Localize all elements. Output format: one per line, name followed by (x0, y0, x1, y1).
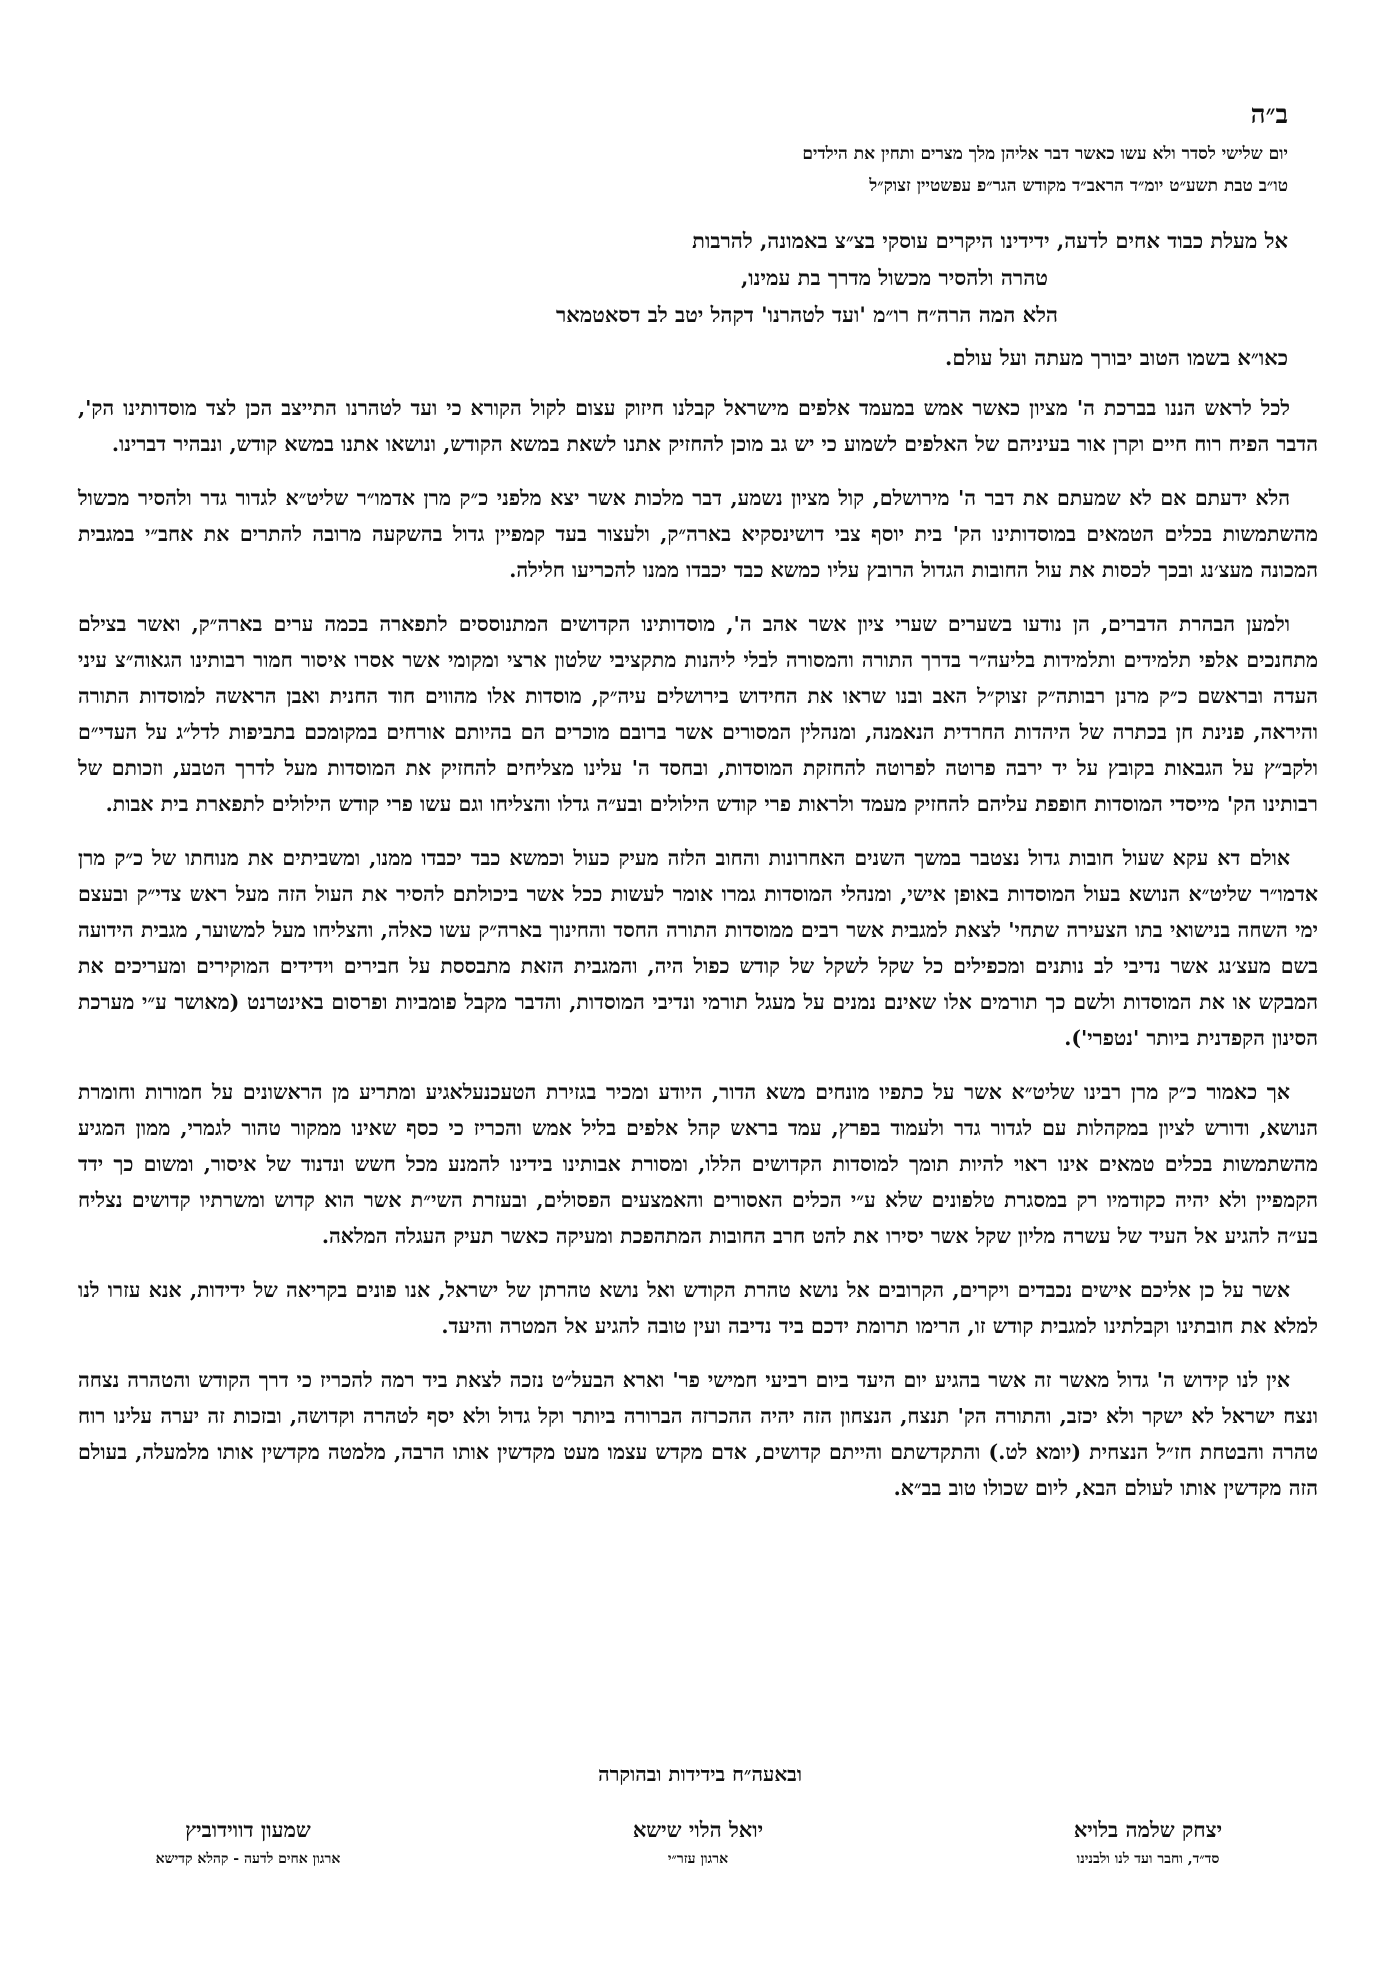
greeting: כאו״א בשמו הטוב יבורך מעתה ועל עולם. (945, 345, 1288, 370)
body-paragraph: ולמען הבהרת הדברים, הן נודעו בשערים שערי ציון אשר אהב ה', מוסדותינו הקדושים המתנוססים לתפארה בכמה ערים בארה״ק, ואשר בצילם מתחנכים אלפי תלמידים ותלמידות בליעה״ר בדרך התורה והמסורה לבלי ליהנות מתקציבי שלטון ארצי ומקומי אשר אסרו איסור חמור רבותינו הגאוה״צ עיני העדה ובראשם כ״ק מרנן רבותה״ק זצוק״ל האב ובנו שראו את החידוש בירושלים עיה״ק, מוסדות אלו מהווים חוד החנית ואבן הראשה למוסדות התורה והיראה, פנינת חן בכתרה של היהדות החרדית הנאמנה, ומנהלין המסורים אשר ברובם מוכרים הם בהיותם אורחים במקומכם בתביפות לדל״ג על העדי״ם ולקב״ץ על הגבאות בקובץ על יד ירבה פרוטה לפרוטה להחזקת המוסדות, ובחסד ה' עלינו מצליחים להחזיק את המוסדות מעל לדרך הטבע, וזכותם של רבותינו הק' מייסדי המוסדות חופפת עליהם להחזיק מעמד ולראות פרי קודש הילולים ובע״ה גדלו והצליחו וגם עשו פרי קודש הילולים לתפארת בית אבות. (78, 612, 1318, 816)
address-line-1: אל מעלת כבוד אחים לדעה, ידידינו היקרים עוסקי בצ״צ באמונה, להרבות (692, 228, 1288, 253)
signature-block (78, 1812, 418, 1870)
address-line-2: טהרה ולהסיר מכשול מדרך בת עמינו, (741, 265, 1048, 290)
bh-heading: ב״ה (1250, 100, 1288, 130)
signer-name: שמעון דווידוביץ (185, 1817, 311, 1842)
body-paragraph: הלא ידעתם אם לא שמעתם את דבר ה' מירושלם, קול מציון נשמע, דבר מלכות אשר יצא מלפני כ״ק מרן אדמו״ר שליט״א לגדור גדר ולהסיר מכשול מהשתמשות בכלים הטמאים במוסדותינו הק' בית יוסף צבי דושינסקיא בארה״ק, ולעצור בעד קמפיין גדול בהשקעה מרובה להתרים את אחב״י במגבית המכונה מעצ׳נג ובכך לכסות את עול החובות הגדול הרובץ עליו כמשא כבד יכבדו ממנו להכריעו חלילה. (78, 486, 1318, 582)
body-paragraph: אין לנו קידוש ה' גדול מאשר זה אשר בהגיע יום היעד ביום רביעי חמישי פר' וארא הבעל״ט נזכה לצאת ביד רמה להכריז כי דרך הקודש והטהרה נצחה ונצח ישראל לא ישקר ולא יכזב, והתורה הק' תנצח, הנצחון הזה יהיה ההכרזה הברורה ביותר וקל גדול ולא יסף לטהרה וקדושה, ובזכות זה יערה עלינו רוח טהרה והבטחת חז״ל הנצחית (יומא לט.) והתקדשתם והייתם קדושים, אדם מקדש עצמו מעט מקדשין אותו הרבה, מלמטה מקדשין אותו מלמעלה, בעולם הזה מקדשין אותו לעולם הבא, ליום שכולו טוב בב״א. (78, 1368, 1318, 1500)
signer-role: ארגון עזר״י (667, 1851, 729, 1867)
address-block (288, 222, 1288, 333)
signer-role: ארגון אחים לדעה - קהלא קדישא (155, 1851, 341, 1867)
signature-block (528, 1812, 868, 1870)
signature-block (978, 1812, 1318, 1870)
signer-name: יואל הלוי שישא (632, 1817, 764, 1842)
body-paragraph: לכל לראש הננו בברכת ה' מציון כאשר אמש במעמד אלפים מישראל קבלנו חיזוק עצום לקול הקורא כי ועד לטהרנו התייצב הכן לצד מוסדותינו הק', הדבר הפיח רוח חיים וקרן אור בעיניהם של האלפים לשמוע כי יש גב מוכן להחזיק אתנו לשאת במשא הקודש, ונושאו אתנו במשא קודש, ונבהיר דברינו. (78, 396, 1318, 456)
dateline-line-1: יום שלישי לסדר ולא עשו כאשר דבר אליהן מלך מצרים ותחין את הילדים (802, 144, 1288, 164)
body-paragraph: אך כאמור כ״ק מרן רבינו שליט״א אשר על כתפיו מונחים משא הדור, היודע ומכיר בגזירת הטעכנעלאגיע ומתריע מן הראשונים על חמורות וחומרת הנושא, ודורש לציון במקהלות עם לגדור גדר ולעמוד בפרץ, עמד בראש קהל אלפים בליל אמש והכריז כי כסף שאינו ממקור טהור לגמרי, ממון המגיע מהשתמשות בכלים טמאים אינו ראוי להיות תומך למוסדות הקדושים הללו, ומסורת אבותינו בידינו להמנע מכל חשש ונדנוד של איסור, ומשום כך ידד הקמפיין ולא יהיה כקודמיו רק במסגרת טלפונים שלא ע״י הכלים האסורים והאמצעים הפסולים, ובעזרת השי״ת אשר הוא קדוש ומשרתיו קדושים נצליח בע״ה להגיע אל העיד של עשרה מליון שקל אשר יסירו את להט חרב החובות המתהפכת ומעיקה כאשר תעיק העגלה המלאה. (78, 1080, 1318, 1248)
letter-body (78, 390, 1318, 1524)
body-paragraph: אשר על כן אליכם אישים נכבדים ויקרים, הקרובים אל נושא טהרת הקודש ואל נושא טהרתן של ישראל, אנו פונים בקריאה של ידידות, אנא עזרו לנו למלא את חובתינו וקבלתינו למגבית קודש זו, הרימו תרומת ידכם ביד נדיבה ועין טובה להגיע אל המטרה והיעד. (78, 1278, 1318, 1338)
signer-name: יצחק שלמה בלויא (1073, 1817, 1223, 1842)
closing-line: ובאעה״ח בידידות ובהוקרה (598, 1762, 802, 1786)
signer-role: סד״ד, וחבר ועד לנו ולבנינו (1076, 1851, 1220, 1867)
dateline-line-2: טו״ב טבת תשע״ט יומ״ד הראב״ד מקודש הגר״פ עפשטיין זצוק״ל (869, 176, 1288, 196)
signatures (78, 1812, 1318, 1870)
body-paragraph: אולם דא עקא שעול חובות גדול נצטבר במשך השנים האחרונות והחוב הלזה מעיק כעול וכמשא כבד יכבדו ממנו, ומשביתים את מנוחתו של כ״ק מרן אדמו״ר שליט״א הנושא בעול המוסדות באופן אישי, ומנהלי המוסדות גמרו אומר לעשות ככל אשר ביכולתם להסיר את העול הזה מעל ראש צדי״ק ובעצם ימי השחה בנישואי בתו הצעירה שתחי' לצאת למגבית אשר רבים ממוסדות התורה החסד והחינוך בארה״ק עשו כאלה, והצליחו מעל למשוער, מגבית הידועה בשם מעצ׳נג אשר נדיבי לב נותנים ומכפילים כל שקל לשקל של קודש כפול היה, והמגבית הזאת מתבססת על חבירים וידידים המוקירים ומעריכים את המבקש או את המוסדות ולשם כך תורמים אלו שאינם נמנים על מעגל תורמי ונדיבי המוסדות, והדבר מקבל פומביות ופרסום באינטרנט (מאושר ע״י מערכת הסינון הקפדנית ביותר 'נטפרי'). (78, 846, 1318, 1050)
dateline (428, 138, 1288, 202)
address-line-3: הלא המה הרה״ח רו״מ 'ועד לטהרנו' דקהל יטב לב דסאטמאר (555, 302, 1058, 327)
